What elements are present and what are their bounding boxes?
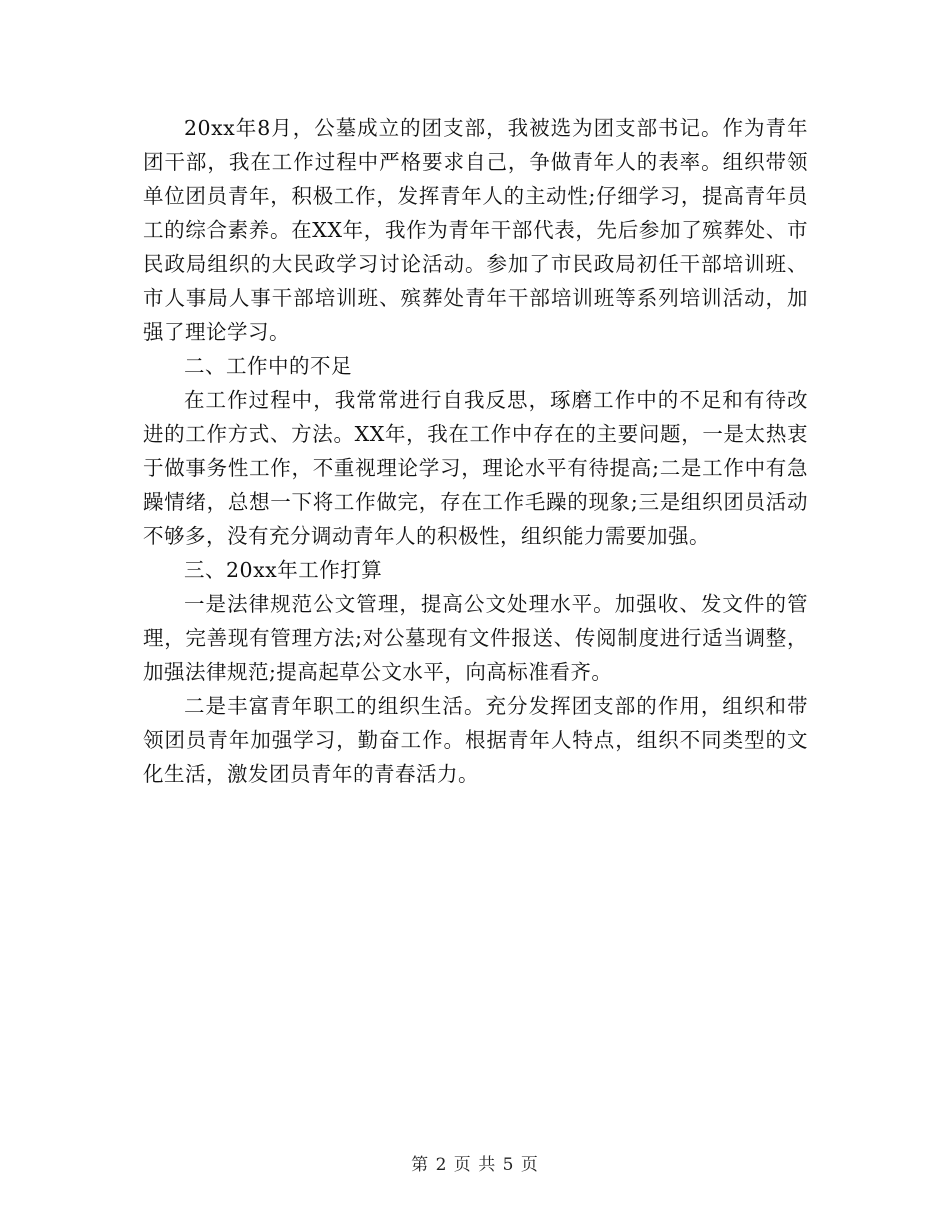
paragraph-plan-youth-activities: 二是丰富青年职工的组织生活。充分发挥团支部的作用，组织和带领团员青年加强学习，勤奋工作。根据青年人特点，组织不同类型的文化生活，激发团员青年的青春活力。 — [143, 694, 808, 786]
section-heading-shortcomings: 二、工作中的不足 — [184, 354, 352, 378]
page-number-footer: 第 2 页 共 5 页 — [411, 1155, 539, 1175]
section-heading-work-plan: 三、20xx年工作打算 — [184, 558, 383, 582]
paragraph-shortcomings: 在工作过程中，我常常进行自我反思，琢磨工作中的不足和有待改进的工作方式、方法。XX年，我在工作中存在的主要问题，一是太热衷于做事务性工作，不重视理论学习，理论水平有待提高;二是工作中有急躁情绪，总想一下将工作做完，存在工作毛躁的现象;三是组织团员活动不够多，没有充分调动青年人的积极性，组织能力需要加强。 — [143, 388, 808, 548]
document-body — [143, 111, 808, 791]
paragraph-team-branch-work: 20xx年8月，公墓成立的团支部，我被选为团支部书记。作为青年团干部，我在工作过程中严格要求自己，争做青年人的表率。组织带领单位团员青年，积极工作，发挥青年人的主动性;仔细学习，提高青年员工的综合素养。在XX年，我作为青年干部代表，先后参加了殡葬处、市民政局组织的大民政学习讨论活动。参加了市民政局初任干部培训班、市人事局人事干部培训班、殡葬处青年干部培训班等系列培训活动，加强了理论学习。 — [143, 116, 808, 344]
paragraph-plan-document-management: 一是法律规范公文管理，提高公文处理水平。加强收、发文件的管理，完善现有管理方法;对公墓现有文件报送、传阅制度进行适当调整，加强法律规范;提高起草公文水平，向高标准看齐。 — [143, 592, 808, 684]
